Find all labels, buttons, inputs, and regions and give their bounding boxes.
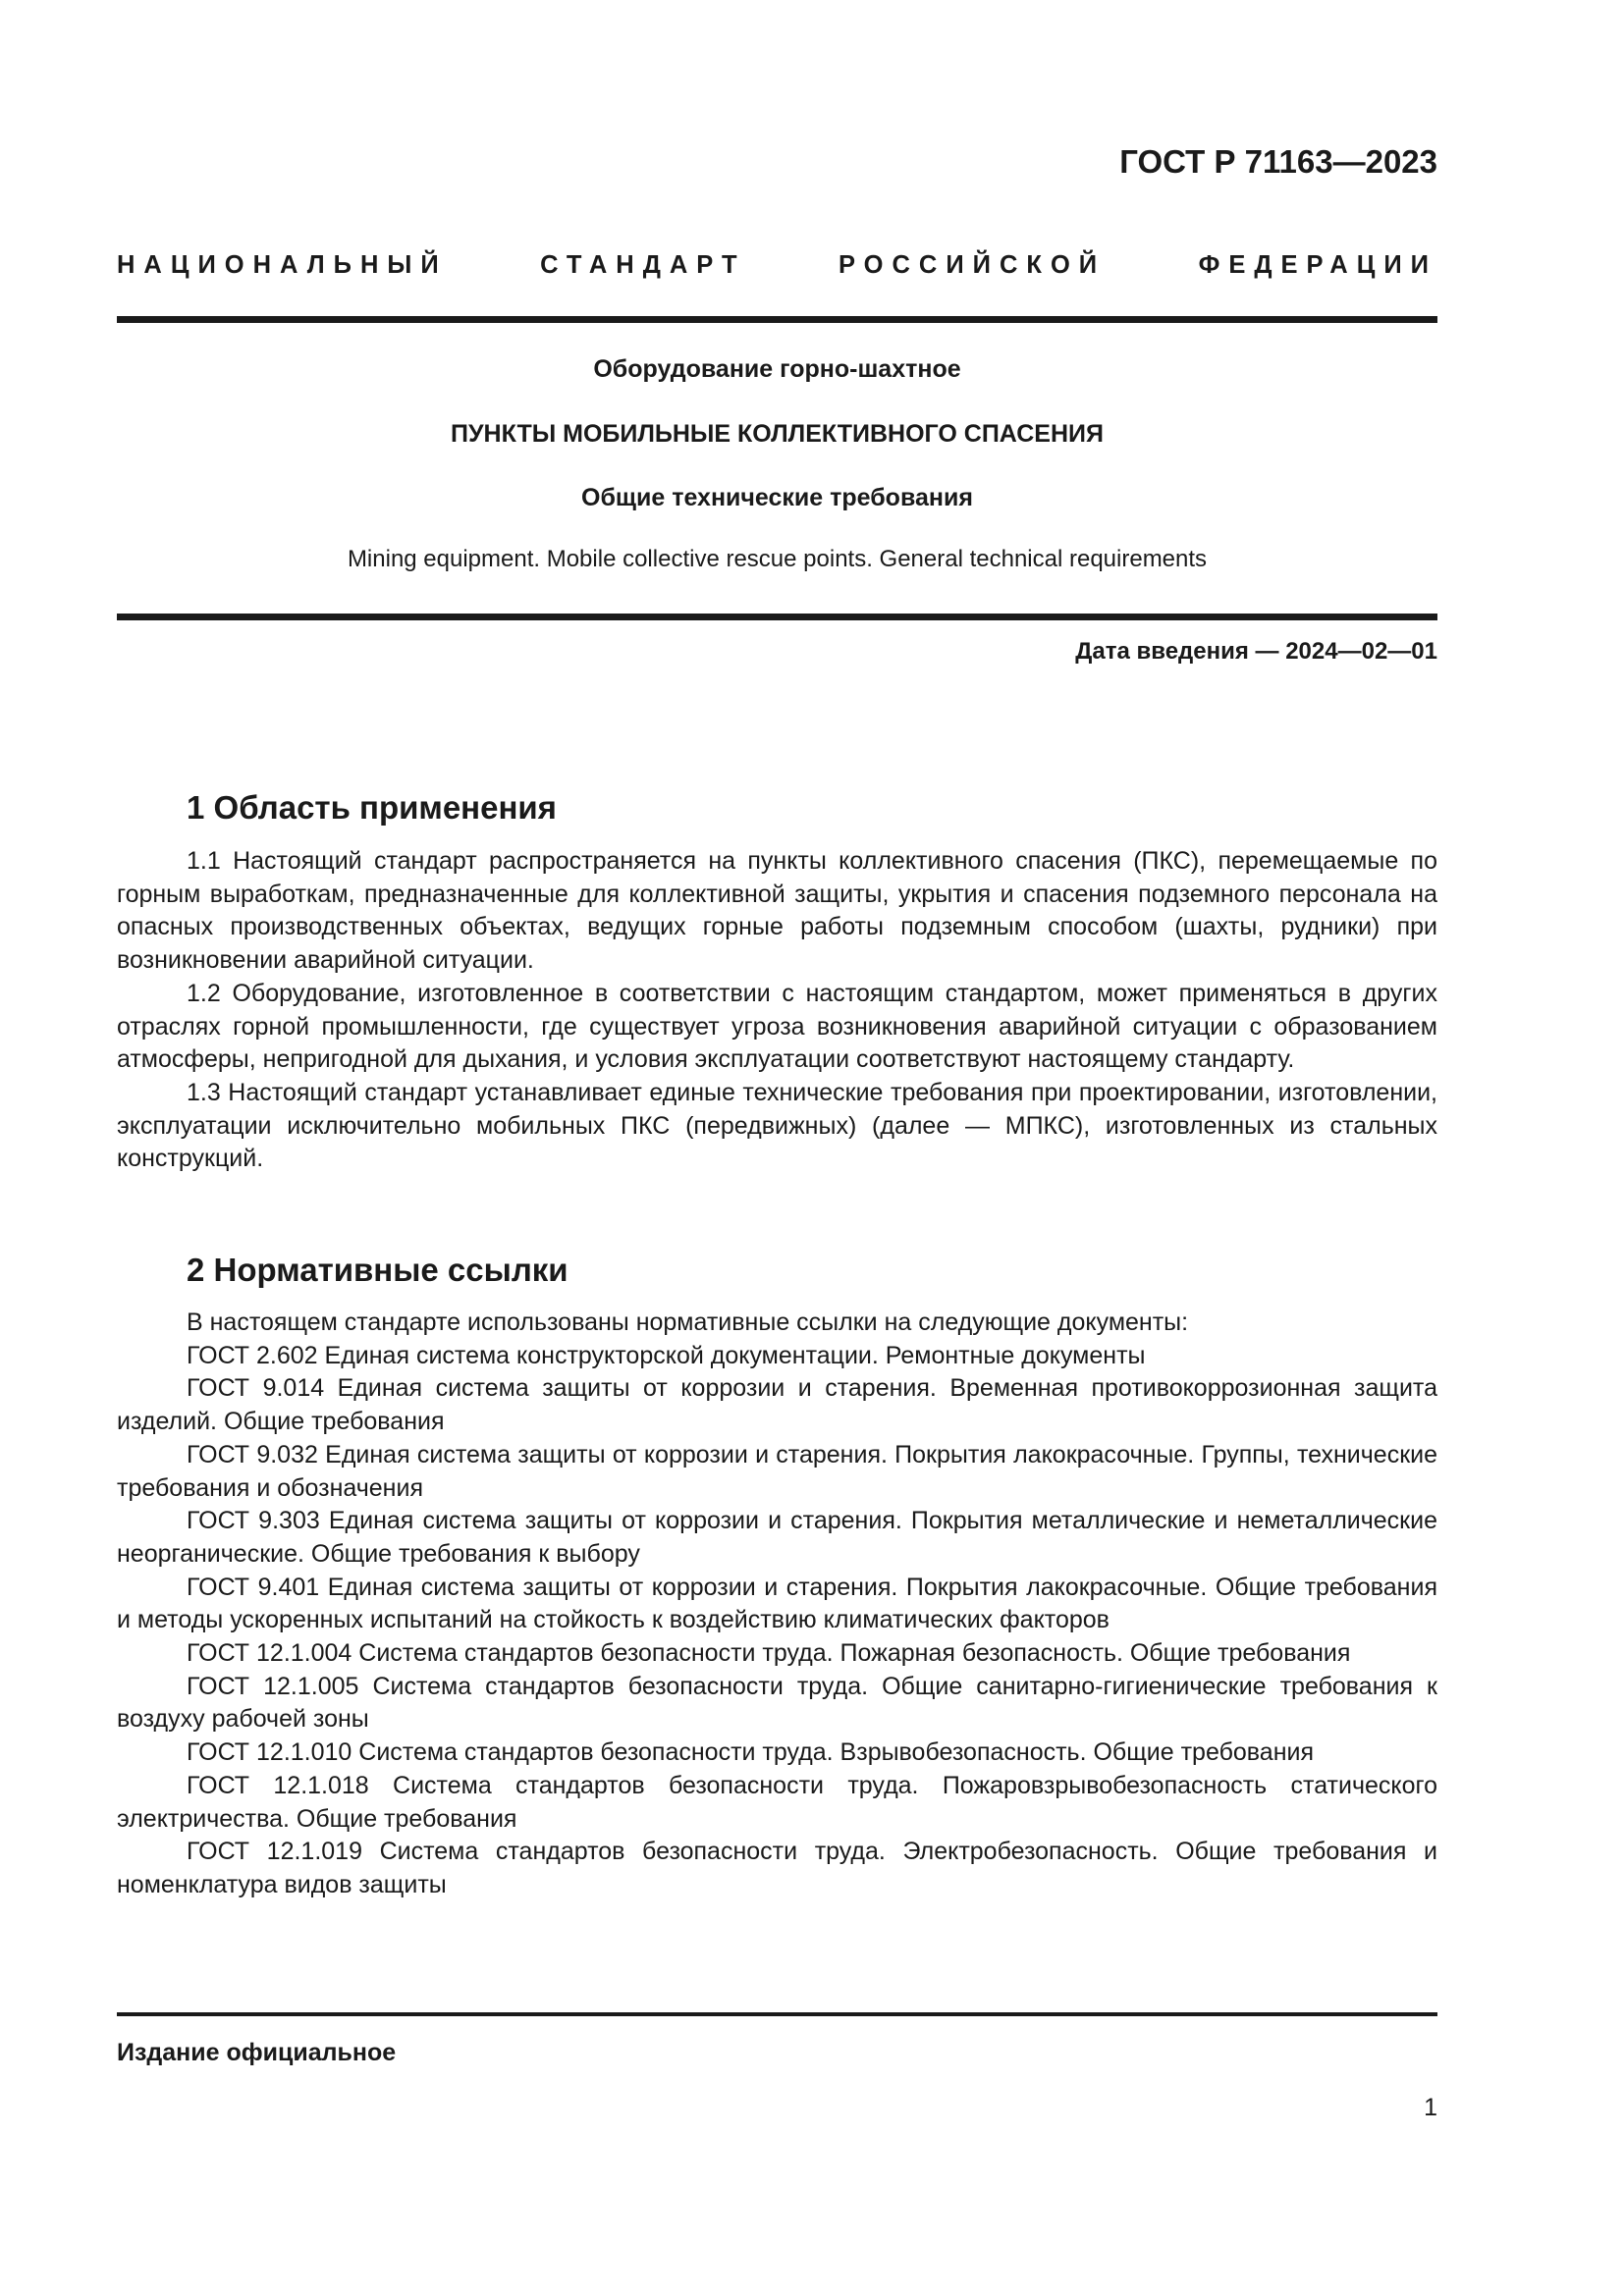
top-divider — [117, 316, 1437, 323]
reference-item: ГОСТ 12.1.019 Система стандартов безопасности труда. Электробезопасность. Общие требования и номенклатура видов защиты — [117, 1838, 1437, 1898]
standard-banner: НАЦИОНАЛЬНЫЙ СТАНДАРТ РОССИЙСКОЙ ФЕДЕРАЦИИ — [117, 251, 1437, 279]
reference-item: ГОСТ 2.602 Единая система конструкторской документации. Ремонтные документы — [187, 1341, 1146, 1369]
section-1-heading: 1 Область применения — [187, 789, 557, 826]
paragraph-1-2: 1.2 Оборудование, изготовленное в соответствии с настоящим стандартом, может применяться в других отраслях горной промышленности, где существует угроза возникновения аварийной ситуации с образованием атмосферы, непригодной для дыхания, и условия эксплуатации соответствуют настоящему стандарту. — [117, 979, 1437, 1074]
page-number: 1 — [1424, 2094, 1437, 2121]
reference-item: ГОСТ 9.303 Единая система защиты от коррозии и старения. Покрытия металлические и неметаллические неорганические. Общие требования к выбору — [117, 1507, 1437, 1568]
section-1-body — [117, 845, 1437, 1176]
paragraph-1-3: 1.3 Настоящий стандарт устанавливает единые технические требования при проектировании, изготовлении, эксплуатации исключительно мобильных ПКС (передвижных) (далее — МПКС), изготовленных из стальных конструкций. — [117, 1078, 1437, 1173]
reference-item: ГОСТ 12.1.004 Система стандартов безопасности труда. Пожарная безопасность. Общие требования — [187, 1639, 1351, 1668]
section-2-body — [117, 1307, 1437, 1902]
footer-divider — [117, 2012, 1437, 2016]
title-equipment: Оборудование горно-шахтное — [593, 355, 961, 383]
title-english: Mining equipment. Mobile collective rescue points. General technical requirements — [347, 546, 1208, 572]
paragraph-1-1: 1.1 Настоящий стандарт распространяется на пункты коллективного спасения (ПКС), перемещаемые по горным выработкам, предназначенные для коллективной защиты, укрытия и спасения подземного персонала на опасных производственных объектах, ведущих горные работы подземным способом (шахты, рудники) при возникновении аварийной ситуации. — [117, 847, 1437, 975]
reference-item: ГОСТ 12.1.010 Система стандартов безопасности труда. Взрывобезопасность. Общие требования — [187, 1738, 1315, 1767]
reference-item: ГОСТ 9.032 Единая система защиты от коррозии и старения. Покрытия лакокрасочные. Группы, технические требования и обозначения — [117, 1440, 1437, 1502]
title-divider — [117, 614, 1437, 620]
reference-item: ГОСТ 12.1.005 Система стандартов безопасности труда. Общие санитарно-гигиенические требования к воздуху рабочей зоны — [117, 1672, 1437, 1734]
references-intro: В настоящем стандарте использованы нормативные ссылки на следующие документы: — [187, 1308, 1189, 1336]
reference-item: ГОСТ 12.1.018 Система стандартов безопасности труда. Пожаровзрывобезопасность статического электричества. Общие требования — [117, 1771, 1437, 1833]
reference-item: ГОСТ 9.401 Единая система защиты от коррозии и старения. Покрытия лакокрасочные. Общие требования и методы ускоренных испытаний на стойкость к воздействию климатических факторов — [117, 1573, 1437, 1634]
edition-label: Издание официальное — [117, 2039, 397, 2066]
introduction-date: Дата введения — 2024—02—01 — [1075, 638, 1437, 665]
document-number: ГОСТ Р 71163—2023 — [1119, 143, 1437, 180]
section-2-heading: 2 Нормативные ссылки — [187, 1252, 568, 1288]
title-main: ПУНКТЫ МОБИЛЬНЫЕ КОЛЛЕКТИВНОГО СПАСЕНИЯ — [451, 420, 1104, 448]
title-subtitle: Общие технические требования — [581, 484, 973, 511]
reference-item: ГОСТ 9.014 Единая система защиты от коррозии и старения. Временная противокоррозионная защита изделий. Общие требования — [117, 1374, 1437, 1436]
